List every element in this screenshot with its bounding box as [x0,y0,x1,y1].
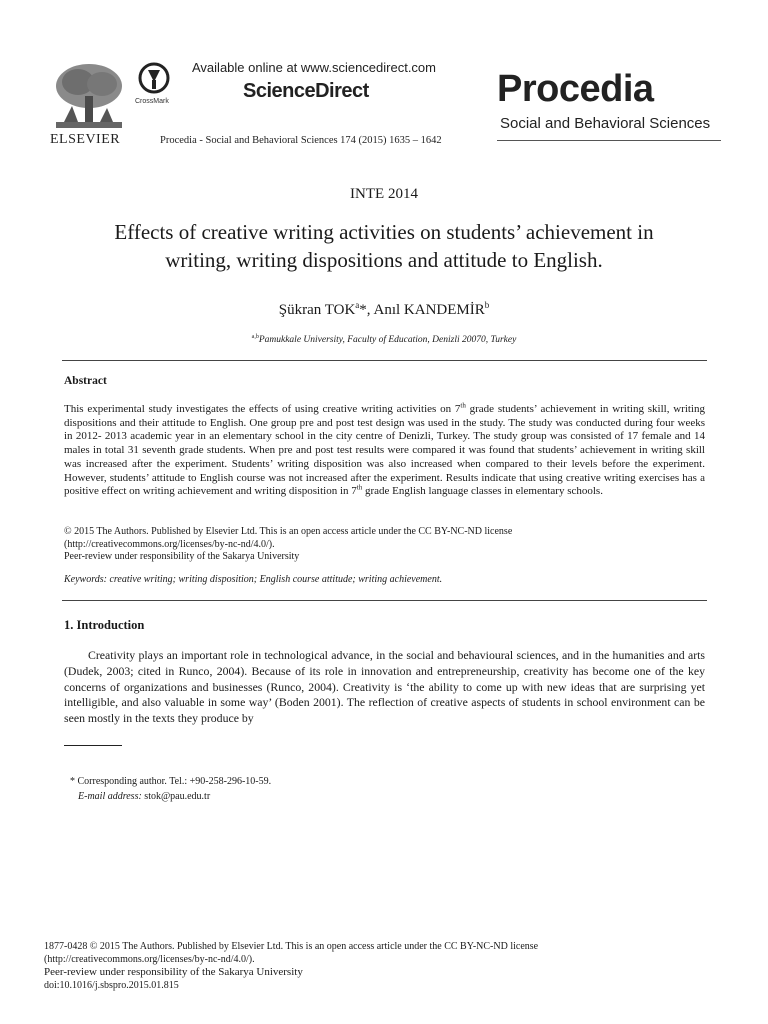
author-1: Şükran TOK [278,302,356,318]
author-1-affil-mark: a [355,300,360,310]
page-footer [44,940,724,992]
license-line-3: Peer-review under responsibility of the Sakarya University [64,551,300,562]
abstract-heading: Abstract [64,375,107,387]
footer-doi[interactable]: doi:10.1016/j.sbspro.2015.01.815 [44,980,179,991]
divider-top [62,360,707,361]
abstract-part-2: grade students’ achievement in writing skill, writing dispositions and their attitude to English. One group pre and post test design was used in the study. The study was conducted during four weeks in 2012- 2013 academic year in an elementary school in the city centre of Denizli, Turkey. The study group was consisted of 17 female and 14 males in total 31 seventh grade students. When pre and post test results were compared it was found that students’ achievement in writing skill was increased after the experiment. Students’ writing disposition was also increased when compared to their levels before the experiment. However, students’ attitude to English course was not increased after the experiment. Results indicate that using creative writing exercises has a positive effect on writing achievement and writing disposition in 7 [64,403,705,498]
affiliation-text: Pamukkale University, Faculty of Education, Denizli 20070, Turkey [258,335,517,346]
procedia-underline [497,140,721,141]
author-list [0,300,768,319]
introduction-heading: 1. Introduction [64,618,145,632]
crossmark-icon[interactable] [137,62,171,101]
affiliation-mark: a,b [251,334,259,340]
procedia-title: Procedia [497,68,654,110]
ordinal-sup-2: th [356,483,363,492]
introduction-body [64,648,705,727]
email-label: E-mail address: [78,791,142,802]
sciencedirect-logo[interactable]: ScienceDirect [243,80,369,102]
email-address[interactable]: stok@pau.edu.tr [141,791,211,802]
available-online-text: Available online at www.sciencedirect.com [192,60,436,75]
title-line-1: Effects of creative writing activities on students’ achievement in [114,220,654,244]
crossmark-label: CrossMark [135,98,169,105]
author-2-affil-mark: b [484,300,490,310]
introduction-paragraph: Creativity plays an important role in technological advance, in the social and behavioural sciences, and in the humanities and arts (Dudek, 2003; cited in Runco, 2004). Because of its role in innovation and entrepreneurship, creativity has become one of the key concerns of organizations and businesses (Runco, 2004). Creativity is ‘the ability to come up with new ideas that are surprising yet intelligible, and also valuable in some way’ (Boden 2001). The reflection of creative aspects of students in school environment can be seen mostly in the texts they produce by [64,648,705,726]
footer-peer-review: Peer-review under responsibility of the Sakarya University [44,966,303,978]
license-line-1: © 2015 The Authors. Published by Elsevier Ltd. This is an open access article under the CC BY-NC-ND license [64,526,513,537]
corresponding-mark: *, [359,302,374,318]
conference-name: INTE 2014 [350,186,418,202]
abstract-body [64,403,705,499]
footer-license-url[interactable]: (http://creativecommons.org/licenses/by-nc-nd/4.0/). [44,954,255,965]
corresponding-author-note: * Corresponding author. Tel.: +90-258-296-10-59. [70,776,272,787]
procedia-subtitle: Social and Behavioral Sciences [500,115,711,132]
footnote-rule [64,745,122,746]
journal-reference: Procedia - Social and Behavioral Sciences 174 (2015) 1635 – 1642 [160,135,442,146]
author-2: Anıl KANDEMİR [373,302,485,318]
title-line-2: writing, writing dispositions and attitude to English. [165,248,603,272]
elsevier-wordmark: ELSEVIER [50,132,121,147]
affiliation [0,334,768,345]
abstract-part-3: grade English language classes in elementary schools. [362,485,603,498]
paper-title [60,218,708,274]
email-note [78,791,210,802]
footer-issn-license: 1877-0428 © 2015 The Authors. Published by Elsevier Ltd. This is an open access article under the CC BY-NC-ND license [44,941,539,952]
license-line-2[interactable]: (http://creativecommons.org/licenses/by-nc-nd/4.0/). [64,538,275,550]
keywords: Keywords: creative writing; writing disposition; English course attitude; writing achievement. [64,574,443,585]
abstract-license [64,526,705,564]
divider-bottom [62,600,707,601]
ordinal-sup-1: th [460,401,466,410]
abstract-part-1: This experimental study investigates the effects of using creative writing activities on 7 [64,403,461,415]
